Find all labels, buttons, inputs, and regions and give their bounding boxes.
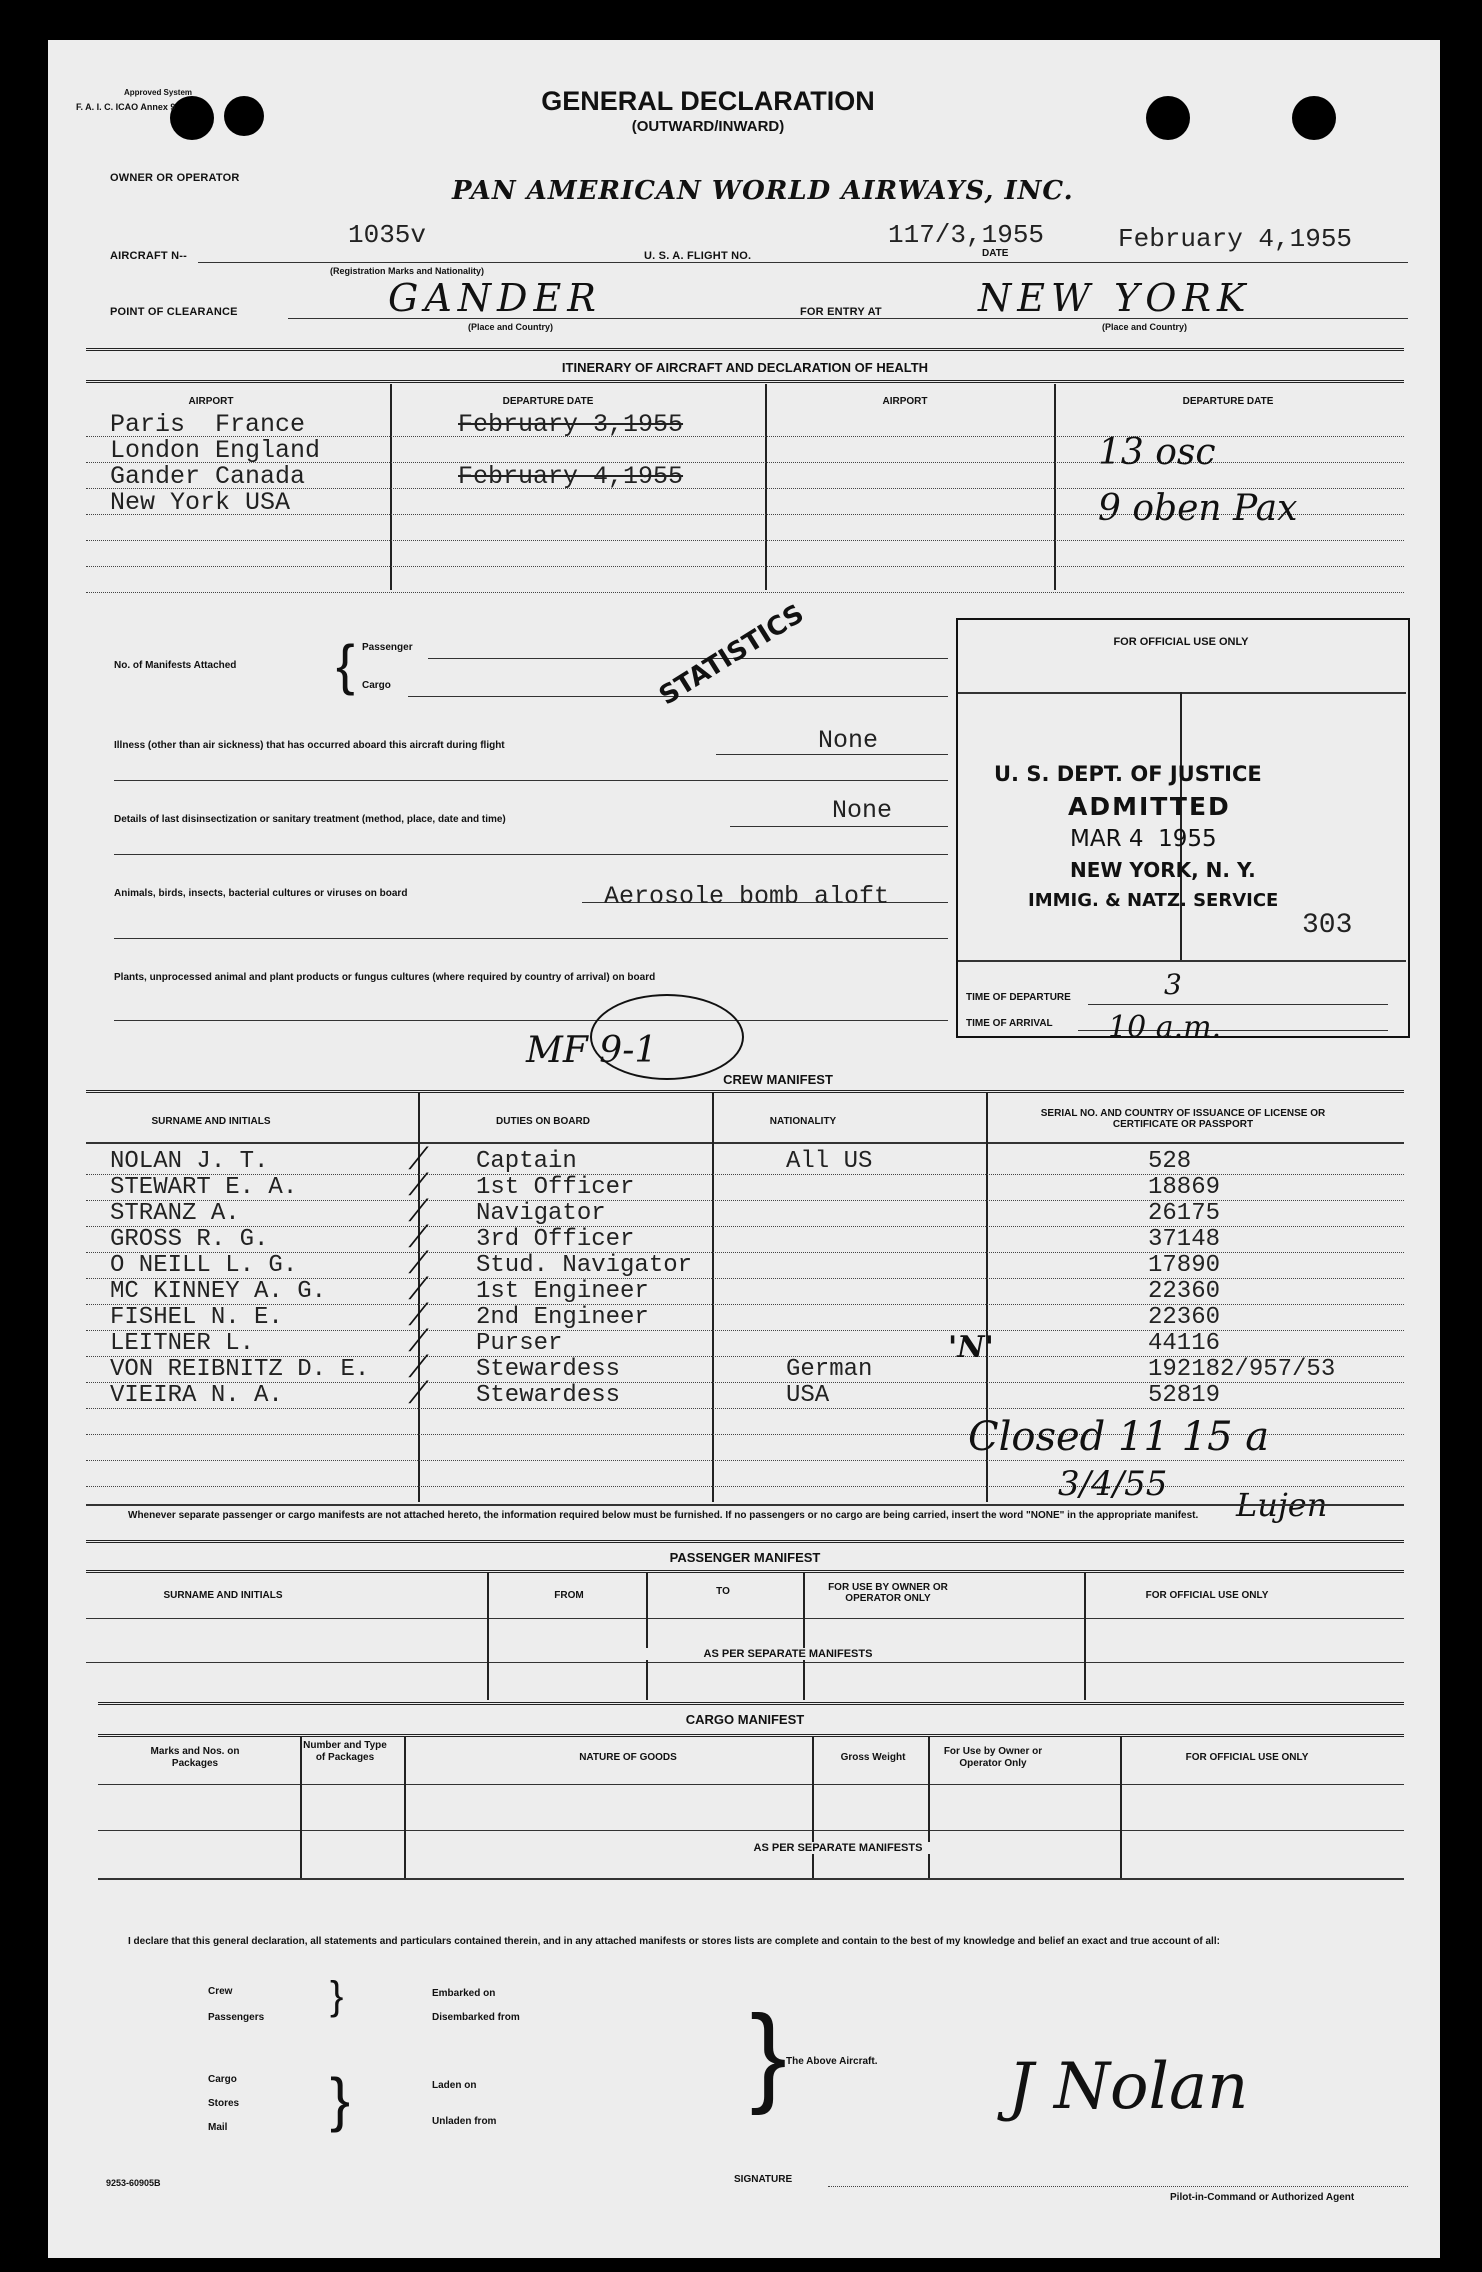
date-value: February 4,1955 — [1118, 224, 1353, 254]
crew-name: LEITNER L. — [110, 1330, 255, 1357]
circled-mark — [590, 994, 744, 1080]
col-serial: SERIAL NO. AND COUNTRY OF ISSUANCE OF LICENSE OR CERTIFICATE OR PASSPORT — [1040, 1108, 1326, 1130]
as-per-manifests: AS PER SEPARATE MANIFESTS — [588, 1648, 988, 1660]
itin-departure: February 3,1955 — [458, 410, 684, 439]
place-label: (Place and Country) — [468, 322, 554, 332]
time-arrival-label: TIME OF ARRIVAL — [966, 1018, 1053, 1029]
crew-serial: 26175 — [1148, 1200, 1221, 1227]
stamp-line: IMMIG. & NATZ. SERVICE — [1028, 890, 1279, 911]
check-mark-icon: ⁄ — [416, 1220, 422, 1255]
col-number: Number and Type of Packages — [303, 1740, 387, 1763]
laden-label: Laden on — [432, 2080, 477, 2091]
notice-text: Whenever separate passenger or cargo manifests are not attached hereto, the information required below must be furnished. If no passengers or no cargo are being carried, insert the word "NONE" in the appropriate manifest. — [128, 1510, 1199, 1521]
check-mark-icon: ⁄ — [416, 1168, 422, 1203]
col-official: FOR OFFICIAL USE ONLY — [1145, 1590, 1269, 1601]
check-mark-icon: ⁄ — [416, 1142, 422, 1177]
crew-nationality: All US — [786, 1148, 873, 1175]
pilot-label: Pilot-in-Command or Authorized Agent — [1170, 2192, 1355, 2203]
owner-value: PAN AMERICAN WORLD AIRWAYS, INC. — [452, 176, 1074, 206]
col-to: TO — [716, 1586, 730, 1597]
pilot-signature: J Nolan — [1008, 2050, 1249, 2124]
illness-label: Illness (other than air sickness) that has occurred aboard this aircraft during flight — [114, 740, 505, 751]
declaration-form — [48, 40, 1440, 2258]
disinsect-label: Details of last disinsectization or sanitary treatment (method, place, date and time) — [114, 814, 506, 825]
passengers-label: Passengers — [208, 2012, 265, 2023]
brace-icon: } — [750, 1993, 787, 2116]
clearance-label: POINT OF CLEARANCE — [110, 306, 238, 318]
brace-icon: } — [330, 2066, 351, 2133]
entry-label: FOR ENTRY AT — [800, 306, 882, 318]
col-departure: DEPARTURE DATE — [502, 396, 594, 407]
crew-serial: 17890 — [1148, 1252, 1221, 1279]
unladen-label: Unladen from — [432, 2116, 497, 2127]
brace-icon: { — [336, 633, 355, 696]
time-departure-value: 3 — [1164, 968, 1182, 1001]
crew-serial: 22360 — [1148, 1304, 1221, 1331]
crew-serial: 18869 — [1148, 1174, 1221, 1201]
crew-name: VIEIRA N. A. — [110, 1382, 283, 1409]
aircraft-label: AIRCRAFT N-- — [110, 250, 187, 262]
embarked-label: Embarked on — [432, 1988, 496, 1999]
crew-duty: 2nd Engineer — [476, 1304, 649, 1331]
crew-duty: 1st Engineer — [476, 1278, 649, 1305]
crew-serial: 22360 — [1148, 1278, 1221, 1305]
entry-value: NEW YORK — [978, 276, 1252, 320]
brace-icon: } — [330, 1974, 344, 2018]
col-departure: DEPARTURE DATE — [1182, 396, 1274, 407]
col-nature: NATURE OF GOODS — [579, 1752, 677, 1763]
itinerary-heading: ITINERARY OF AIRCRAFT AND DECLARATION OF HEALTH — [561, 360, 929, 375]
stamp-line: NEW YORK, N. Y. — [1070, 858, 1256, 882]
col-surname: SURNAME AND INITIALS — [151, 1116, 271, 1127]
col-from: FROM — [554, 1590, 584, 1601]
crew-serial: 528 — [1148, 1148, 1192, 1175]
crew-name: GROSS R. G. — [110, 1226, 269, 1253]
crew-duty: Stewardess — [476, 1382, 621, 1409]
statistics-stamp: STATISTICS — [654, 598, 810, 712]
aircraft-no: 1035v — [348, 220, 427, 250]
col-airport: AIRPORT — [882, 396, 928, 407]
col-official: FOR OFFICIAL USE ONLY — [1185, 1752, 1309, 1763]
time-departure-label: TIME OF DEPARTURE — [966, 992, 1071, 1003]
itinerary-airport: London England — [110, 436, 321, 465]
crew-name: FISHEL N. E. — [110, 1304, 283, 1331]
closed-date: 3/4/55 — [1058, 1464, 1168, 1504]
disinsect-value: None — [832, 796, 893, 825]
crew-name: STRANZ A. — [110, 1200, 240, 1227]
flight-label: U. S. A. FLIGHT NO. — [644, 250, 752, 262]
col-marks: Marks and Nos. on Packages — [150, 1746, 240, 1769]
crew-serial: 44116 — [1148, 1330, 1221, 1357]
flight-no: 117/3,1955 — [888, 220, 1045, 250]
crew-duty: 3rd Officer — [476, 1226, 635, 1253]
place-label: (Place and Country) — [1102, 322, 1188, 332]
form-subtitle: (OUTWARD/INWARD) — [631, 118, 785, 135]
above-aircraft-label: The Above Aircraft. — [786, 2056, 878, 2067]
form-number: 9253-60905B — [106, 2178, 161, 2188]
crew-duty: Purser — [476, 1330, 563, 1357]
punch-hole — [1292, 96, 1336, 140]
stamp-admitted: ADMITTED — [1068, 792, 1231, 821]
official-use-title: FOR OFFICIAL USE ONLY — [1113, 636, 1249, 648]
closed-note: Closed 11 15 a — [968, 1414, 1270, 1460]
code-value: 303 — [1302, 910, 1353, 941]
cargo2-label: Cargo — [208, 2074, 237, 2085]
crew-serial: 192182/957/53 — [1148, 1356, 1336, 1383]
plants-label: Plants, unprocessed animal and plant products or fungus cultures (where required by country of arrival) on board — [114, 972, 656, 983]
crew-label: Crew — [208, 1986, 233, 1997]
col-gross: Gross Weight — [840, 1752, 906, 1763]
crew-serial: 37148 — [1148, 1226, 1221, 1253]
aircraft-sub: (Registration Marks and Nationality) — [330, 266, 485, 276]
cargo-label: Cargo — [362, 680, 391, 691]
col-owner-use: FOR USE BY OWNER OR OPERATOR ONLY — [828, 1582, 948, 1604]
crew-heading: CREW MANIFEST — [723, 1072, 833, 1087]
passenger-heading: PASSENGER MANIFEST — [669, 1550, 821, 1565]
punch-hole — [224, 96, 264, 136]
mail-label: Mail — [208, 2122, 228, 2133]
check-mark-icon: ⁄ — [416, 1272, 422, 1307]
passenger-label: Passenger — [362, 642, 413, 653]
crew-serial: 52819 — [1148, 1382, 1221, 1409]
approved-line: F. A. I. C. ICAO Annex 9 — [76, 102, 176, 112]
itin-departure: February 4,1955 — [458, 462, 684, 491]
check-mark-icon: ⁄ — [416, 1324, 422, 1359]
animals-label: Animals, birds, insects, bacterial cultures or viruses on board — [114, 888, 408, 899]
date-label: DATE — [982, 248, 1009, 259]
crew-name: STEWART E. A. — [110, 1174, 298, 1201]
stores-label: Stores — [208, 2098, 240, 2109]
crew-duty: Captain — [476, 1148, 577, 1175]
itin-handwriting: 9 oben Pax — [1098, 488, 1298, 529]
check-mark-icon: ⁄ — [416, 1246, 422, 1281]
crew-name: MC KINNEY A. G. — [110, 1278, 327, 1305]
animals-value: Aerosole bomb aloft — [604, 882, 890, 911]
approved-line: Approved System — [124, 88, 193, 97]
stamp-line: U. S. DEPT. OF JUSTICE — [994, 762, 1262, 786]
itinerary-airport: Gander Canada — [110, 462, 306, 491]
illness-value: None — [818, 726, 879, 755]
col-nationality: NATIONALITY — [769, 1116, 837, 1127]
crew-duty: Navigator — [476, 1200, 606, 1227]
col-duties: DUTIES ON BOARD — [496, 1116, 590, 1127]
check-mark-icon: ⁄ — [416, 1194, 422, 1229]
mf-note: MF 9-1 — [526, 1030, 658, 1071]
time-arrival-value: 10 a.m. — [1108, 1010, 1222, 1045]
itinerary-airport: Paris France — [110, 410, 306, 439]
n-mark: 'N' — [948, 1330, 994, 1365]
crew-nationality: USA — [786, 1382, 830, 1409]
crew-name: VON REIBNITZ D. E. — [110, 1356, 370, 1383]
signature-label: SIGNATURE — [734, 2174, 793, 2185]
cargo-heading: CARGO MANIFEST — [685, 1712, 805, 1727]
owner-label: OWNER OR OPERATOR — [110, 172, 240, 184]
manifests-label: No. of Manifests Attached — [114, 660, 237, 671]
punch-hole — [170, 96, 214, 140]
disembarked-label: Disembarked from — [432, 2012, 520, 2023]
itin-handwriting: 13 osc — [1098, 432, 1216, 473]
col-surname: SURNAME AND INITIALS — [163, 1590, 283, 1601]
check-mark-icon: ⁄ — [416, 1350, 422, 1385]
as-per-manifests: AS PER SEPARATE MANIFESTS — [688, 1842, 988, 1854]
crew-duty: 1st Officer — [476, 1174, 635, 1201]
punch-hole — [1146, 96, 1190, 140]
crew-nationality: German — [786, 1356, 873, 1383]
col-airport: AIRPORT — [188, 396, 234, 407]
stamp-date: MAR 4 1955 — [1070, 826, 1217, 852]
form-title: GENERAL DECLARATION — [541, 86, 875, 116]
check-mark-icon: ⁄ — [416, 1298, 422, 1333]
crew-duty: Stewardess — [476, 1356, 621, 1383]
declaration-text: I declare that this general declaration, all statements and particulars contained therein, and in any attached manifests or stores lists are complete and contain to the best of my knowledge and belief an exact and true account of all: — [128, 1936, 1220, 1947]
crew-name: NOLAN J. T. — [110, 1148, 269, 1175]
closed-initials: Lujen — [1236, 1486, 1328, 1524]
clearance-value: GANDER — [388, 276, 602, 320]
check-mark-icon: ⁄ — [416, 1376, 422, 1411]
itinerary-airport: New York USA — [110, 488, 291, 517]
col-owner-use: For Use by Owner or Operator Only — [943, 1746, 1043, 1769]
crew-duty: Stud. Navigator — [476, 1252, 693, 1279]
crew-name: O NEILL L. G. — [110, 1252, 298, 1279]
